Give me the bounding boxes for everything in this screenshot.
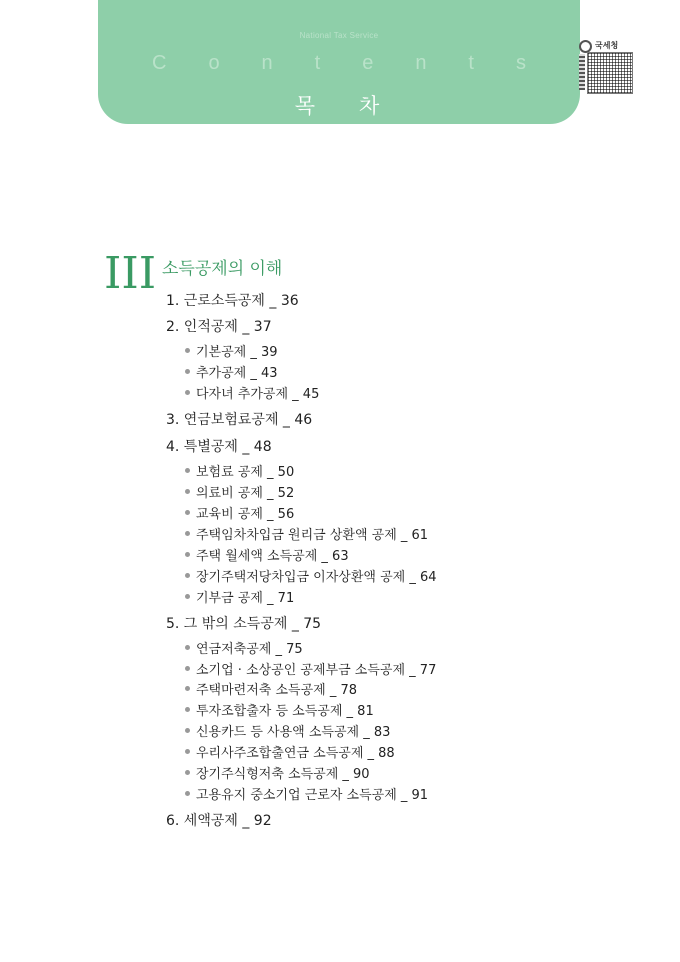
toc-subentry xyxy=(185,571,437,584)
toc-subentry xyxy=(185,346,278,359)
toc-entry-text: 의료비 공제 _ 52 xyxy=(196,486,295,501)
section-numeral: III xyxy=(104,248,157,299)
bullet-icon xyxy=(185,348,190,353)
toc-entry-text: 소기업 · 소상공인 공제부금 소득공제 _ 77 xyxy=(196,663,437,678)
toc-entry-text: 연금저축공제 _ 75 xyxy=(196,642,303,657)
logo xyxy=(579,40,631,92)
toc-entry-text: 장기주식형저축 소득공제 _ 90 xyxy=(196,767,370,782)
toc-entry-text: 다자녀 추가공제 _ 45 xyxy=(196,387,320,402)
qr-code-icon xyxy=(587,52,633,94)
header-letter: t xyxy=(314,52,321,74)
toc-entry-text: 기부금 공제 _ 71 xyxy=(196,591,295,606)
bullet-icon xyxy=(185,707,190,712)
toc-entry-text: 우리사주조합출연금 소득공제 _ 88 xyxy=(196,746,395,761)
header-letter: t xyxy=(468,52,474,74)
bullet-icon xyxy=(185,728,190,733)
header-letter: e xyxy=(362,52,374,74)
page-title: 목차 xyxy=(294,94,424,118)
bullet-icon xyxy=(185,531,190,536)
bullet-icon xyxy=(185,645,190,650)
toc-subentry xyxy=(185,592,294,605)
toc-entry-text: 장기주택저당차입금 이자상환액 공제 _ 64 xyxy=(196,570,437,585)
header-letter: n xyxy=(261,52,273,74)
barcode-icon xyxy=(579,54,585,90)
toc-subentry xyxy=(185,726,390,739)
toc-entry xyxy=(166,294,299,308)
toc-entry-text: 보험료 공제 _ 50 xyxy=(196,465,295,480)
toc-entry-text: 주택임차차입금 원리금 상환액 공제 _ 61 xyxy=(196,528,429,543)
bullet-icon xyxy=(185,594,190,599)
bullet-icon xyxy=(185,468,190,473)
toc-subentry xyxy=(185,529,428,542)
toc-entry-text: 투자조합출자 등 소득공제 _ 81 xyxy=(196,704,374,719)
toc-entry-text: 기본공제 _ 39 xyxy=(196,345,278,360)
header-band xyxy=(98,0,580,124)
toc-entry xyxy=(166,413,312,427)
toc-entry-text: 6. 세액공제 _ 92 xyxy=(166,813,272,829)
toc-subentry xyxy=(185,508,294,521)
toc-subentry xyxy=(185,768,370,781)
toc-subentry xyxy=(185,747,395,760)
bullet-icon xyxy=(185,390,190,395)
toc-subentry xyxy=(185,789,428,802)
bullet-icon xyxy=(185,686,190,691)
toc-entry-text: 주택마련저축 소득공제 _ 78 xyxy=(196,683,358,698)
header-letter: C xyxy=(152,52,167,74)
toc-entry-text: 교육비 공제 _ 56 xyxy=(196,507,295,522)
toc-subentry xyxy=(185,466,294,479)
toc-subentry xyxy=(185,367,278,380)
toc-entry-text: 신용카드 등 사용액 소득공제 _ 83 xyxy=(196,725,391,740)
toc-subentry xyxy=(185,550,349,563)
toc-subentry xyxy=(185,643,303,656)
header-letter: o xyxy=(208,52,220,74)
toc-subentry xyxy=(185,388,319,401)
bullet-icon xyxy=(185,489,190,494)
header-letter: n xyxy=(415,52,427,74)
bullet-icon xyxy=(185,510,190,515)
toc-entry-text: 5. 그 밖의 소득공제 _ 75 xyxy=(166,616,322,632)
toc-entry-text: 4. 특별공제 _ 48 xyxy=(166,439,272,455)
toc-entry xyxy=(166,814,272,828)
section-title: 소득공제의 이해 xyxy=(162,259,283,279)
toc-entry-text: 추가공제 _ 43 xyxy=(196,366,278,381)
bullet-icon xyxy=(185,552,190,557)
bullet-icon xyxy=(185,369,190,374)
toc-subentry xyxy=(185,664,436,677)
logo-text: 국세청 xyxy=(595,41,619,50)
toc-entry-text: 3. 연금보험료공제 _ 46 xyxy=(166,412,313,428)
bullet-icon xyxy=(185,770,190,775)
bullet-icon xyxy=(185,573,190,578)
bullet-icon xyxy=(185,666,190,671)
bullet-icon xyxy=(185,749,190,754)
toc-entry xyxy=(166,320,272,334)
toc-subentry xyxy=(185,705,374,718)
toc-entry-text: 2. 인적공제 _ 37 xyxy=(166,319,272,335)
toc-entry xyxy=(166,617,321,631)
toc-entry-text: 고용유지 중소기업 근로자 소득공제 _ 91 xyxy=(196,788,429,803)
toc-subentry xyxy=(185,487,294,500)
toc-subentry xyxy=(185,684,357,697)
toc-entry xyxy=(166,440,272,454)
header-english-title xyxy=(152,52,526,75)
bullet-icon xyxy=(185,791,190,796)
header-subtitle: National Tax Service xyxy=(299,31,379,40)
header-letter: s xyxy=(515,52,526,74)
toc-entry-text: 주택 월세액 소득공제 _ 63 xyxy=(196,549,349,564)
toc-entry-text: 1. 근로소득공제 _ 36 xyxy=(166,293,299,309)
